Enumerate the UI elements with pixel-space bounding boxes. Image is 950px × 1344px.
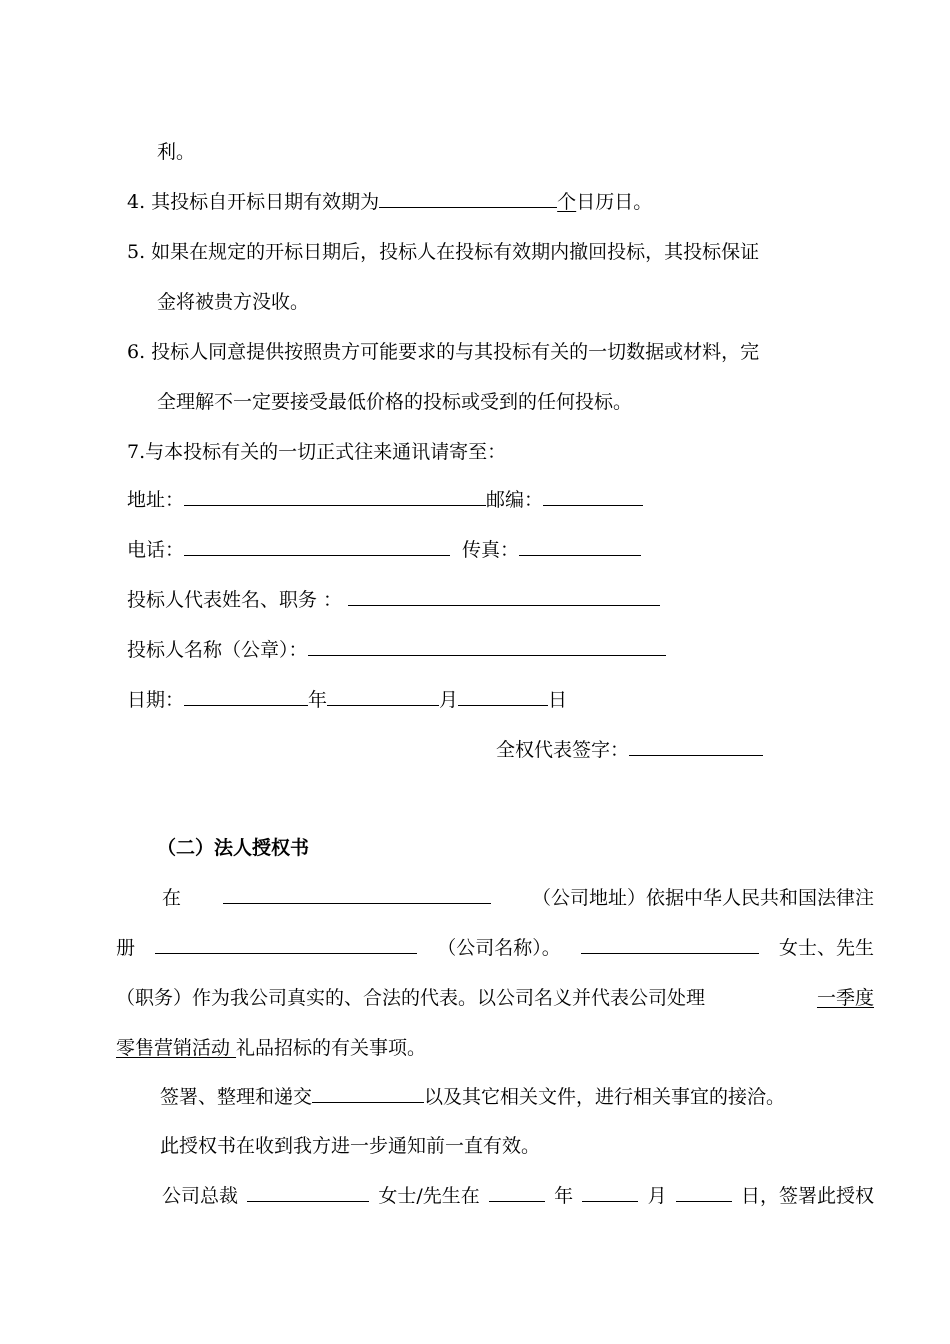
bidder-name-label: 投标人名称（公章）： <box>127 639 308 661</box>
auth-line7 <box>162 1184 874 1208</box>
section-heading: （二）法人授权书 <box>157 837 310 859</box>
bidder-name-blank[interactable] <box>308 638 666 656</box>
auth-text: 册 <box>116 937 136 959</box>
signature-label: 全权代表签字： <box>496 739 630 761</box>
postcode-blank[interactable] <box>543 488 643 506</box>
auth-text: （公司名称）。 <box>437 937 561 959</box>
auth-day-blank[interactable] <box>676 1184 732 1202</box>
auth-month-label: 月 <box>647 1185 667 1207</box>
item-5-line1: 5. 如果在规定的开标日期后，投标人在投标有效期内撤回投标，其投标保证 <box>127 241 760 263</box>
event-name-part1: 一季度 <box>816 987 874 1009</box>
phone-blank[interactable] <box>184 538 450 556</box>
signature-blank[interactable] <box>629 738 763 756</box>
auth-text: 礼品招标的有关事项。 <box>236 1037 427 1059</box>
fax-label: 传真： <box>462 539 520 561</box>
fax-blank[interactable] <box>519 538 641 556</box>
auth-line6: 此授权书在收到我方进一步通知前一直有效。 <box>160 1135 541 1157</box>
auth-text: 签署、整理和递交 <box>160 1086 313 1108</box>
auth-line4 <box>116 1036 426 1060</box>
year-blank[interactable] <box>184 688 308 706</box>
auth-text: 女士、先生 <box>778 937 874 959</box>
auth-line3 <box>116 986 874 1010</box>
auth-text: （公司地址）依据中华人民共和国法律注 <box>531 887 874 909</box>
item-4 <box>127 190 652 214</box>
documents-blank[interactable] <box>312 1085 424 1103</box>
company-address-blank[interactable] <box>223 886 491 904</box>
bidder-name-row <box>127 638 666 662</box>
item-6-line2: 全理解不一定要接受最低价格的投标或受到的任何投标。 <box>157 391 633 413</box>
rep-blank[interactable] <box>348 588 660 606</box>
auth-text: 在 <box>162 887 182 909</box>
item-4-suffix: 日历日。 <box>576 191 653 213</box>
text-line: 利。 <box>157 141 196 163</box>
day-label: 日 <box>548 689 568 711</box>
auth-month-blank[interactable] <box>582 1184 638 1202</box>
month-blank[interactable] <box>327 688 439 706</box>
postcode-label: 邮编： <box>486 489 544 511</box>
auth-text: 公司总裁 <box>162 1185 239 1207</box>
item-4-text: 4. 其投标自开标日期有效期为 <box>127 191 380 213</box>
year-label: 年 <box>308 689 328 711</box>
auth-text: （职务）作为我公司真实的、合法的代表。以公司名义并代表公司处理 <box>116 987 706 1009</box>
auth-text: 女士/先生在 <box>378 1185 480 1207</box>
auth-line2 <box>116 936 874 960</box>
item-7: 7.与本投标有关的一切正式往来通讯请寄至： <box>127 441 507 463</box>
auth-text: 日，签署此授权 <box>740 1185 874 1207</box>
auth-line5 <box>160 1085 785 1109</box>
auth-year-blank[interactable] <box>489 1184 545 1202</box>
event-name-part2: 零售营销活动 <box>116 1037 237 1059</box>
rep-label: 投标人代表姓名、职务 ： <box>127 589 343 611</box>
item-4-underlined: 个 <box>557 191 577 213</box>
date-row <box>127 688 567 712</box>
address-blank[interactable] <box>184 488 486 506</box>
company-name-blank[interactable] <box>155 936 417 954</box>
validity-blank[interactable] <box>379 190 557 208</box>
president-blank[interactable] <box>247 1184 369 1202</box>
representative-blank[interactable] <box>581 936 759 954</box>
item-6-line1: 6. 投标人同意提供按照贵方可能要求的与其投标有关的一切数据或材料，完 <box>127 341 760 363</box>
phone-label: 电话： <box>127 539 185 561</box>
signature-row <box>496 738 763 762</box>
address-row <box>127 488 643 512</box>
auth-year-label: 年 <box>554 1185 574 1207</box>
auth-line1 <box>162 886 874 910</box>
phone-row <box>127 538 641 562</box>
address-label: 地址： <box>127 489 185 511</box>
month-label: 月 <box>439 689 459 711</box>
rep-row <box>127 588 660 612</box>
item-5-line2: 金将被贵方没收。 <box>157 291 310 313</box>
auth-text: 以及其它相关文件，进行相关事宜的接洽。 <box>424 1086 786 1108</box>
date-label: 日期： <box>127 689 185 711</box>
day-blank[interactable] <box>458 688 548 706</box>
